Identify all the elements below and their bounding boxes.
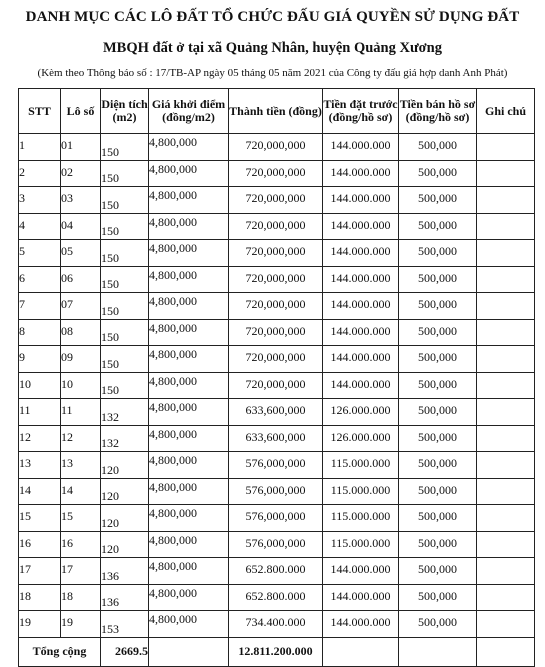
cell-file-fee: 500,000 [399,505,477,532]
table-row [19,505,535,532]
table-row [19,531,535,558]
cell-stt: 13 [19,452,61,479]
table-row [19,187,535,214]
cell-file-fee: 500,000 [399,319,477,346]
cell-note [477,187,535,214]
table-header-row [19,89,535,134]
cell-area: 150 [101,160,149,187]
cell-lot: 05 [61,240,101,267]
cell-start-price: 4,800,000 [149,505,229,532]
cell-total: 720,000,000 [229,372,323,399]
cell-lot: 01 [61,134,101,161]
cell-area: 150 [101,293,149,320]
cell-total: 652.800.000 [229,584,323,611]
cell-lot: 06 [61,266,101,293]
header-deposit: Tiền đặt trước (đồng/hồ sơ) [323,89,399,134]
document-title: DANH MỤC CÁC LÔ ĐẤT TỔ CHỨC ĐẤU GIÁ QUYỀN SỬ DỤNG ĐẤT [25,9,520,25]
cell-deposit: 144.000.000 [323,160,399,187]
table-row [19,558,535,585]
cell-area: 120 [101,478,149,505]
cell-note [477,293,535,320]
cell-note [477,240,535,267]
cell-total: 633,600,000 [229,399,323,426]
cell-stt: 10 [19,372,61,399]
cell-start-price: 4,800,000 [149,134,229,161]
cell-lot: 15 [61,505,101,532]
cell-note [477,399,535,426]
cell-lot: 17 [61,558,101,585]
header-stt: STT [19,89,61,134]
cell-start-price: 4,800,000 [149,213,229,240]
cell-deposit: 144.000.000 [323,584,399,611]
cell-stt: 19 [19,611,61,638]
cell-stt: 1 [19,134,61,161]
cell-deposit: 144.000.000 [323,319,399,346]
summary-total: 12.811.200.000 [229,637,323,666]
table-row [19,134,535,161]
cell-stt: 3 [19,187,61,214]
cell-total: 720,000,000 [229,346,323,373]
cell-note [477,505,535,532]
table-summary-row [19,637,535,666]
cell-area: 153 [101,611,149,638]
cell-file-fee: 500,000 [399,531,477,558]
cell-total: 720,000,000 [229,187,323,214]
cell-deposit: 144.000.000 [323,134,399,161]
cell-file-fee: 500,000 [399,134,477,161]
cell-lot: 14 [61,478,101,505]
cell-deposit: 144.000.000 [323,611,399,638]
cell-note [477,319,535,346]
cell-stt: 15 [19,505,61,532]
cell-area: 150 [101,134,149,161]
cell-note [477,266,535,293]
cell-total: 576,000,000 [229,505,323,532]
cell-file-fee: 500,000 [399,452,477,479]
header-start-price: Giá khởi điểm (đồng/m2) [149,89,229,134]
cell-start-price: 4,800,000 [149,425,229,452]
cell-start-price: 4,800,000 [149,531,229,558]
cell-note [477,372,535,399]
cell-file-fee: 500,000 [399,240,477,267]
cell-deposit: 144.000.000 [323,187,399,214]
cell-deposit: 144.000.000 [323,372,399,399]
cell-start-price: 4,800,000 [149,240,229,267]
cell-area: 150 [101,372,149,399]
table-row [19,293,535,320]
cell-total: 576,000,000 [229,531,323,558]
cell-stt: 9 [19,346,61,373]
cell-total: 633,600,000 [229,425,323,452]
cell-area: 150 [101,213,149,240]
cell-file-fee: 500,000 [399,187,477,214]
cell-stt: 5 [19,240,61,267]
cell-total: 720,000,000 [229,266,323,293]
summary-area: 2669.5 [101,637,149,666]
cell-start-price: 4,800,000 [149,558,229,585]
cell-total: 720,000,000 [229,293,323,320]
cell-start-price: 4,800,000 [149,372,229,399]
cell-note [477,425,535,452]
table-row [19,240,535,267]
cell-file-fee: 500,000 [399,478,477,505]
cell-start-price: 4,800,000 [149,319,229,346]
cell-note [477,611,535,638]
cell-deposit: 115.000.000 [323,452,399,479]
cell-stt: 16 [19,531,61,558]
cell-deposit: 144.000.000 [323,558,399,585]
cell-stt: 17 [19,558,61,585]
table-row [19,372,535,399]
cell-start-price: 4,800,000 [149,346,229,373]
cell-area: 136 [101,558,149,585]
cell-note [477,160,535,187]
cell-total: 720,000,000 [229,160,323,187]
cell-file-fee: 500,000 [399,584,477,611]
cell-stt: 14 [19,478,61,505]
table-row [19,266,535,293]
document-reference-note: (Kèm theo Thông báo số : 17/TB-AP ngày 05 tháng 05 năm 2021 của Công ty đấu giá hợp danh Anh Phát) [37,67,508,79]
cell-deposit: 126.000.000 [323,399,399,426]
table-row [19,160,535,187]
cell-lot: 12 [61,425,101,452]
cell-deposit: 144.000.000 [323,346,399,373]
table-row [19,584,535,611]
cell-note [477,346,535,373]
cell-lot: 11 [61,399,101,426]
cell-file-fee: 500,000 [399,266,477,293]
cell-file-fee: 500,000 [399,213,477,240]
cell-note [477,478,535,505]
table-row [19,346,535,373]
table-row [19,478,535,505]
cell-area: 150 [101,266,149,293]
cell-lot: 08 [61,319,101,346]
lots-table [18,88,535,667]
cell-lot: 03 [61,187,101,214]
cell-total: 576,000,000 [229,478,323,505]
cell-file-fee: 500,000 [399,558,477,585]
cell-lot: 13 [61,452,101,479]
summary-note-empty [477,637,535,666]
cell-start-price: 4,800,000 [149,452,229,479]
cell-stt: 18 [19,584,61,611]
cell-deposit: 115.000.000 [323,531,399,558]
cell-total: 720,000,000 [229,319,323,346]
cell-file-fee: 500,000 [399,425,477,452]
cell-total: 720,000,000 [229,134,323,161]
summary-fee-empty [399,637,477,666]
cell-total: 720,000,000 [229,240,323,267]
cell-stt: 7 [19,293,61,320]
cell-total: 576,000,000 [229,452,323,479]
cell-lot: 04 [61,213,101,240]
cell-lot: 07 [61,293,101,320]
cell-start-price: 4,800,000 [149,160,229,187]
cell-note [477,531,535,558]
cell-area: 150 [101,240,149,267]
cell-deposit: 115.000.000 [323,478,399,505]
cell-note [477,213,535,240]
cell-stt: 11 [19,399,61,426]
cell-file-fee: 500,000 [399,372,477,399]
cell-stt: 4 [19,213,61,240]
cell-lot: 19 [61,611,101,638]
cell-stt: 8 [19,319,61,346]
cell-start-price: 4,800,000 [149,187,229,214]
cell-start-price: 4,800,000 [149,611,229,638]
header-note: Ghi chú [477,89,535,134]
cell-file-fee: 500,000 [399,160,477,187]
cell-area: 136 [101,584,149,611]
cell-deposit: 115.000.000 [323,505,399,532]
header-area: Diện tích (m2) [101,89,149,134]
document-subtitle-location: MBQH đất ở tại xã Quảng Nhân, huyện Quảng Xương [102,40,442,56]
cell-area: 120 [101,452,149,479]
table-row [19,452,535,479]
cell-stt: 6 [19,266,61,293]
cell-lot: 10 [61,372,101,399]
summary-deposit-empty [323,637,399,666]
cell-area: 132 [101,399,149,426]
cell-total: 734.400.000 [229,611,323,638]
cell-note [477,452,535,479]
cell-deposit: 144.000.000 [323,213,399,240]
cell-start-price: 4,800,000 [149,293,229,320]
summary-price-empty [149,637,229,666]
table-row [19,425,535,452]
cell-note [477,558,535,585]
cell-note [477,134,535,161]
cell-lot: 18 [61,584,101,611]
cell-file-fee: 500,000 [399,399,477,426]
cell-area: 150 [101,319,149,346]
cell-area: 120 [101,531,149,558]
cell-file-fee: 500,000 [399,293,477,320]
cell-start-price: 4,800,000 [149,478,229,505]
cell-file-fee: 500,000 [399,346,477,373]
cell-deposit: 144.000.000 [323,266,399,293]
cell-start-price: 4,800,000 [149,399,229,426]
cell-note [477,584,535,611]
cell-lot: 16 [61,531,101,558]
cell-stt: 12 [19,425,61,452]
header-lot: Lô số [61,89,101,134]
summary-label: Tổng cộng [19,637,101,666]
cell-lot: 09 [61,346,101,373]
cell-stt: 2 [19,160,61,187]
table-body [19,134,535,638]
table-row [19,319,535,346]
cell-start-price: 4,800,000 [149,266,229,293]
cell-total: 720,000,000 [229,213,323,240]
table-row [19,213,535,240]
header-file-fee: Tiền bán hồ sơ (đồng/hồ sơ) [399,89,477,134]
cell-deposit: 126.000.000 [323,425,399,452]
cell-area: 132 [101,425,149,452]
cell-area: 120 [101,505,149,532]
cell-area: 150 [101,346,149,373]
cell-lot: 02 [61,160,101,187]
header-total: Thành tiền (đồng) [229,89,323,134]
cell-area: 150 [101,187,149,214]
cell-file-fee: 500,000 [399,611,477,638]
cell-start-price: 4,800,000 [149,584,229,611]
cell-deposit: 144.000.000 [323,293,399,320]
cell-deposit: 144.000.000 [323,240,399,267]
table-row [19,611,535,638]
table-row [19,399,535,426]
cell-total: 652.800.000 [229,558,323,585]
